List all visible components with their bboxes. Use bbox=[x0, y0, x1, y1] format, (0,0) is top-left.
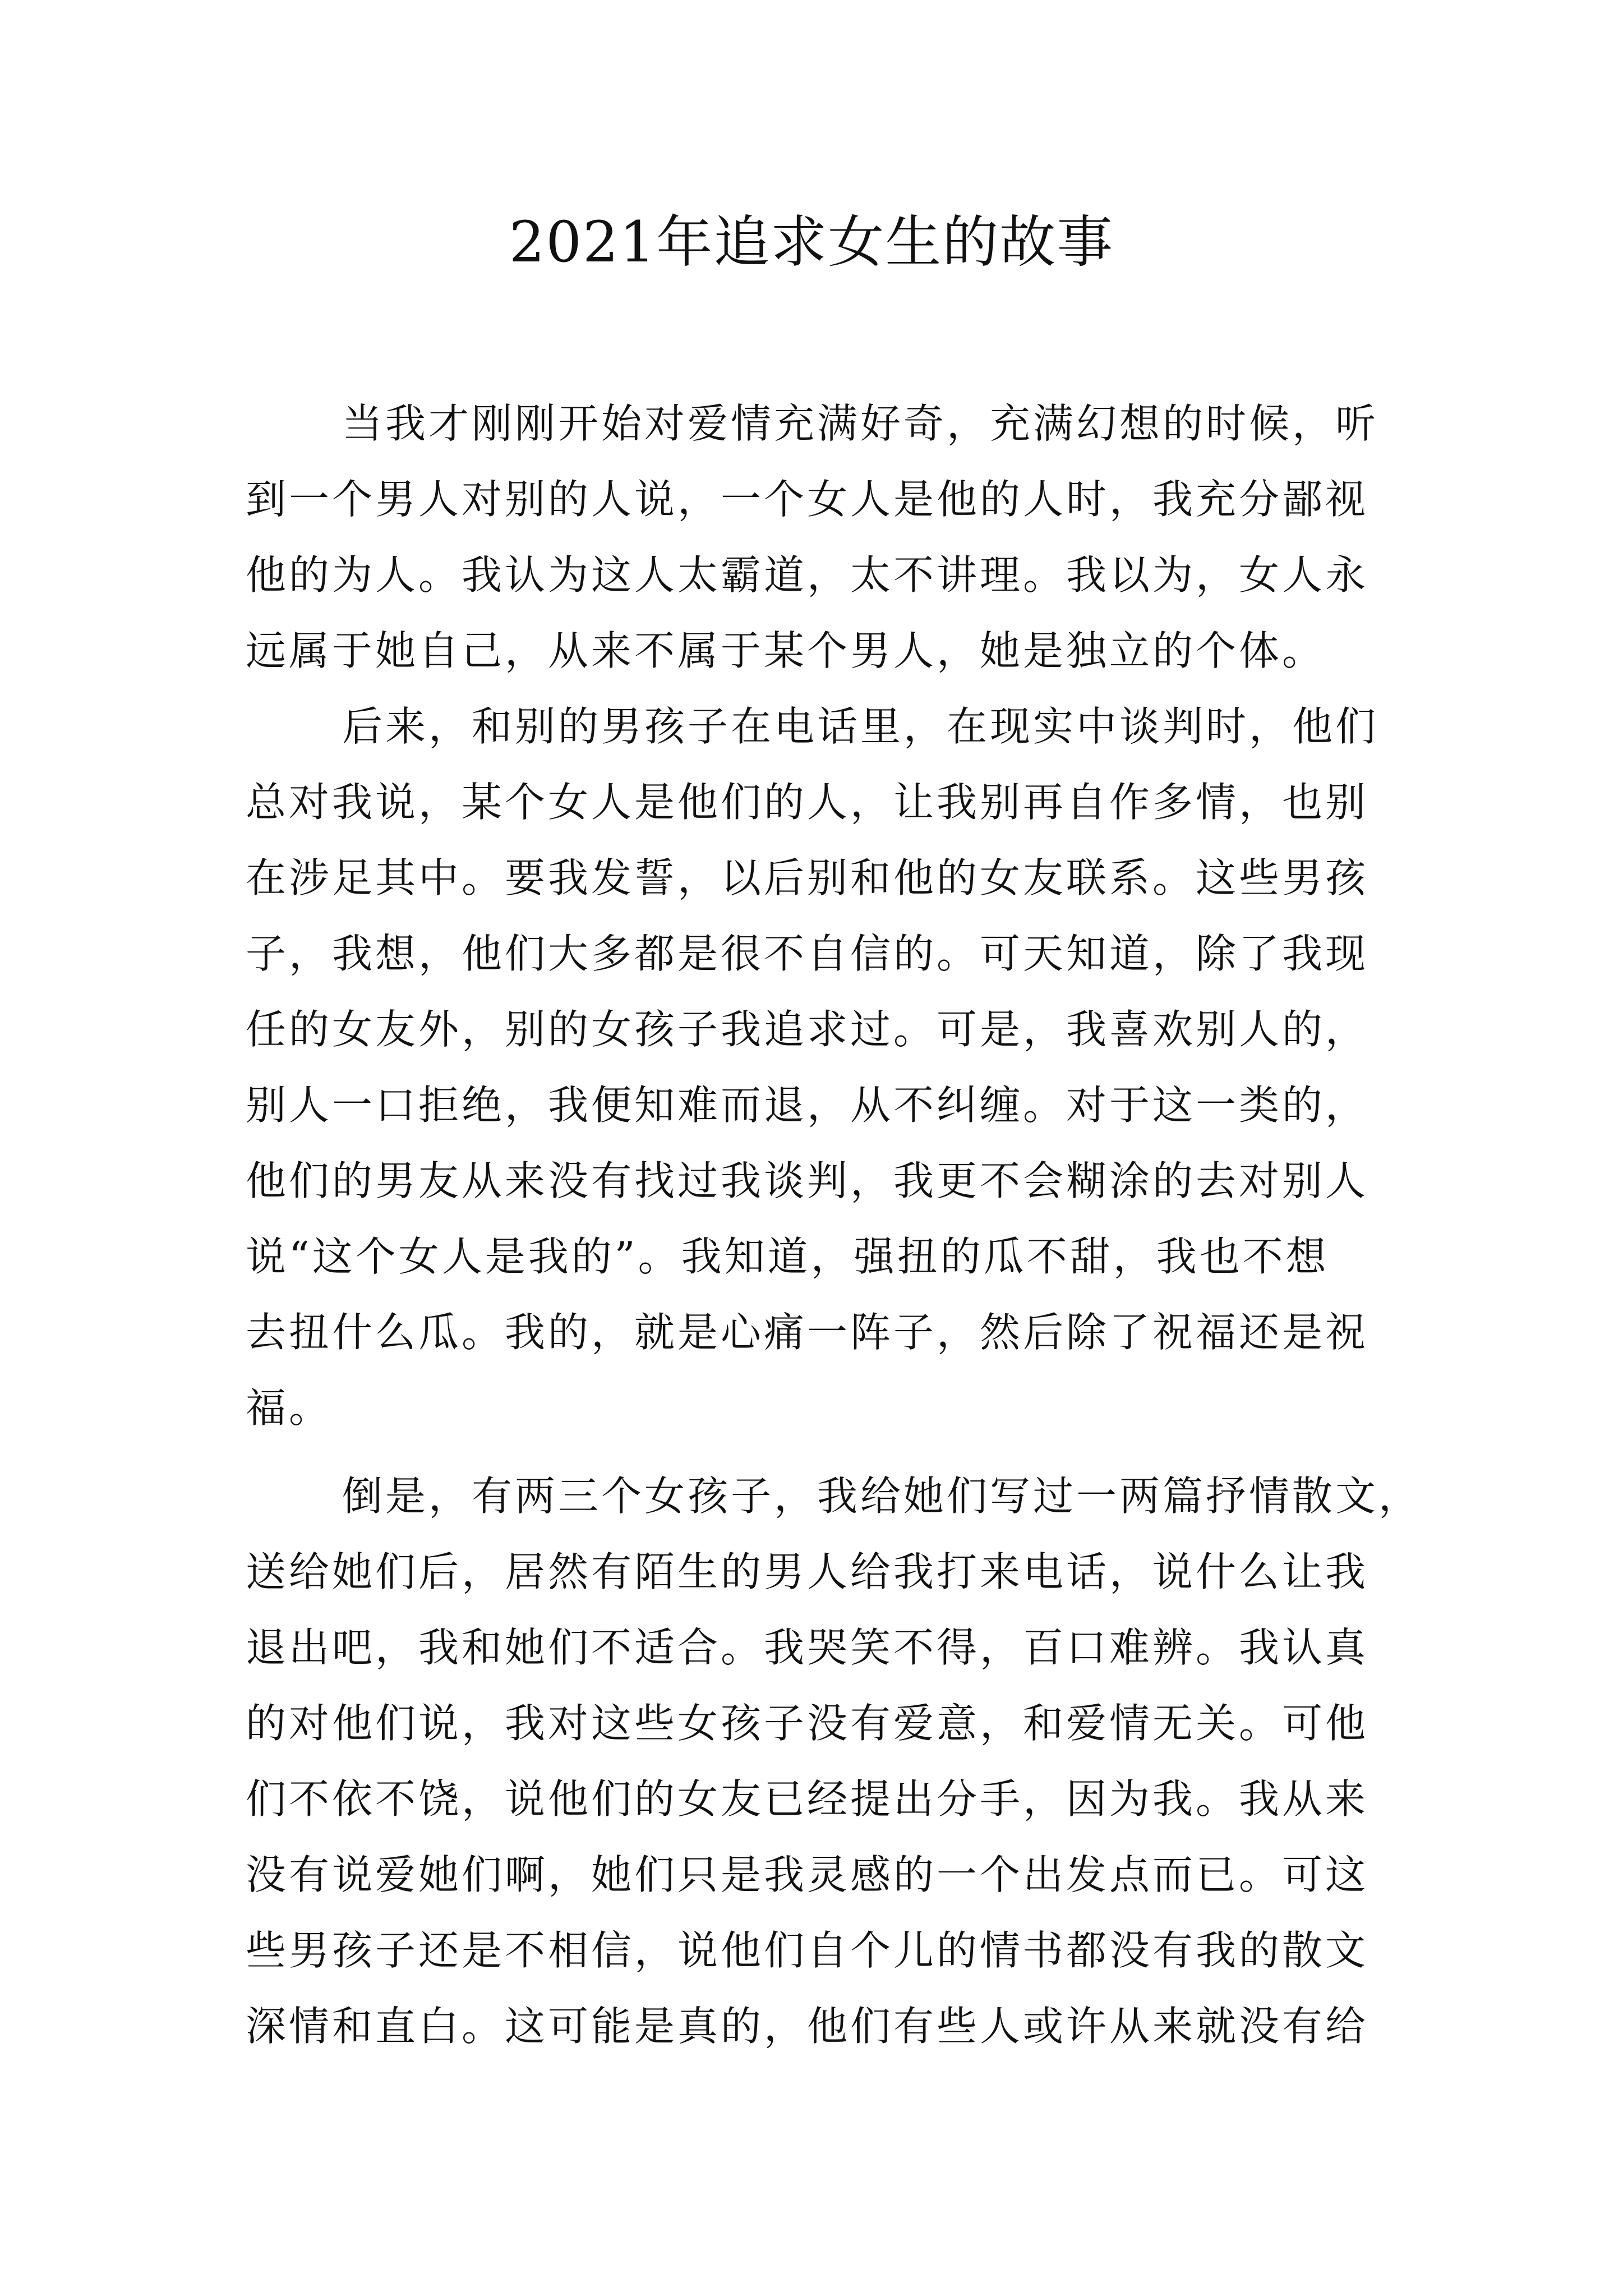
paragraph-2-line-9: 去扭什么瓜。我的，就是心痛一阵子，然后除了祝福还是祝 bbox=[246, 1309, 1369, 1356]
paragraph-2-line-8: 说“这个女人是我的”。我知道，强扭的瓜不甜，我也不想 bbox=[246, 1233, 1329, 1280]
paragraph-2-line-7: 他们的男友从来没有找过我谈判，我更不会糊涂的去对别人 bbox=[246, 1157, 1369, 1204]
paragraph-2-line-10: 福。 bbox=[246, 1384, 333, 1432]
paragraph-1-line-2: 到一个男人对别的人说，一个女人是他的人时，我充分鄙视 bbox=[246, 476, 1369, 523]
paragraph-2-line-2: 总对我说，某个女人是他们的人，让我别再自作多情，也别 bbox=[246, 779, 1369, 826]
paragraph-3-line-8: 深情和直白。这可能是真的，他们有些人或许从来就没有给 bbox=[246, 2003, 1369, 2050]
paragraph-3-line-2: 送给她们后，居然有陌生的男人给我打来电话，说什么让我 bbox=[246, 1548, 1369, 1595]
paragraph-1-line-4: 远属于她自己，从来不属于某个男人，她是独立的个体。 bbox=[246, 627, 1326, 674]
paragraph-3-line-6: 没有说爱她们啊，她们只是我灵感的一个出发点而已。可这 bbox=[246, 1851, 1369, 1898]
paragraph-2-line-4: 子，我想，他们大多都是很不自信的。可天知道，除了我现 bbox=[246, 930, 1369, 977]
paragraph-2-line-1: 后来，和别的男孩子在电话里，在现实中谈判时，他们 bbox=[342, 703, 1379, 750]
paragraph-2-line-5: 任的女友外，别的女孩子我追求过。可是，我喜欢别人的， bbox=[246, 1006, 1369, 1053]
paragraph-3-line-1: 倒是，有两三个女孩子，我给她们写过一两篇抒情散文， bbox=[342, 1473, 1422, 1520]
paragraph-3-line-7: 些男孩子还是不相信，说他们自个儿的情书都没有我的散文 bbox=[246, 1927, 1369, 1974]
paragraph-3-line-4: 的对他们说，我对这些女孩子没有爱意，和爱情无关。可他 bbox=[246, 1700, 1369, 1747]
paragraph-2-line-6: 别人一口拒绝，我便知难而退，从不纠缠。对于这一类的， bbox=[246, 1082, 1369, 1129]
paragraph-2-line-3: 在涉足其中。要我发誓，以后别和他的女友联系。这些男孩 bbox=[246, 854, 1369, 901]
paragraph-3-line-5: 们不依不饶，说他们的女友已经提出分手，因为我。我从来 bbox=[246, 1775, 1369, 1823]
paragraph-3-line-3: 退出吧，我和她们不适合。我哭笑不得，百口难辨。我认真 bbox=[246, 1624, 1369, 1671]
paragraph-1-line-3: 他的为人。我认为这人太霸道，太不讲理。我以为，女人永 bbox=[246, 551, 1369, 599]
document-body bbox=[246, 386, 1422, 2064]
paragraph-1-line-1: 当我才刚刚开始对爱情充满好奇，充满幻想的时候，听 bbox=[342, 400, 1379, 447]
document-title: 2021年追求女生的故事 bbox=[509, 209, 1114, 275]
